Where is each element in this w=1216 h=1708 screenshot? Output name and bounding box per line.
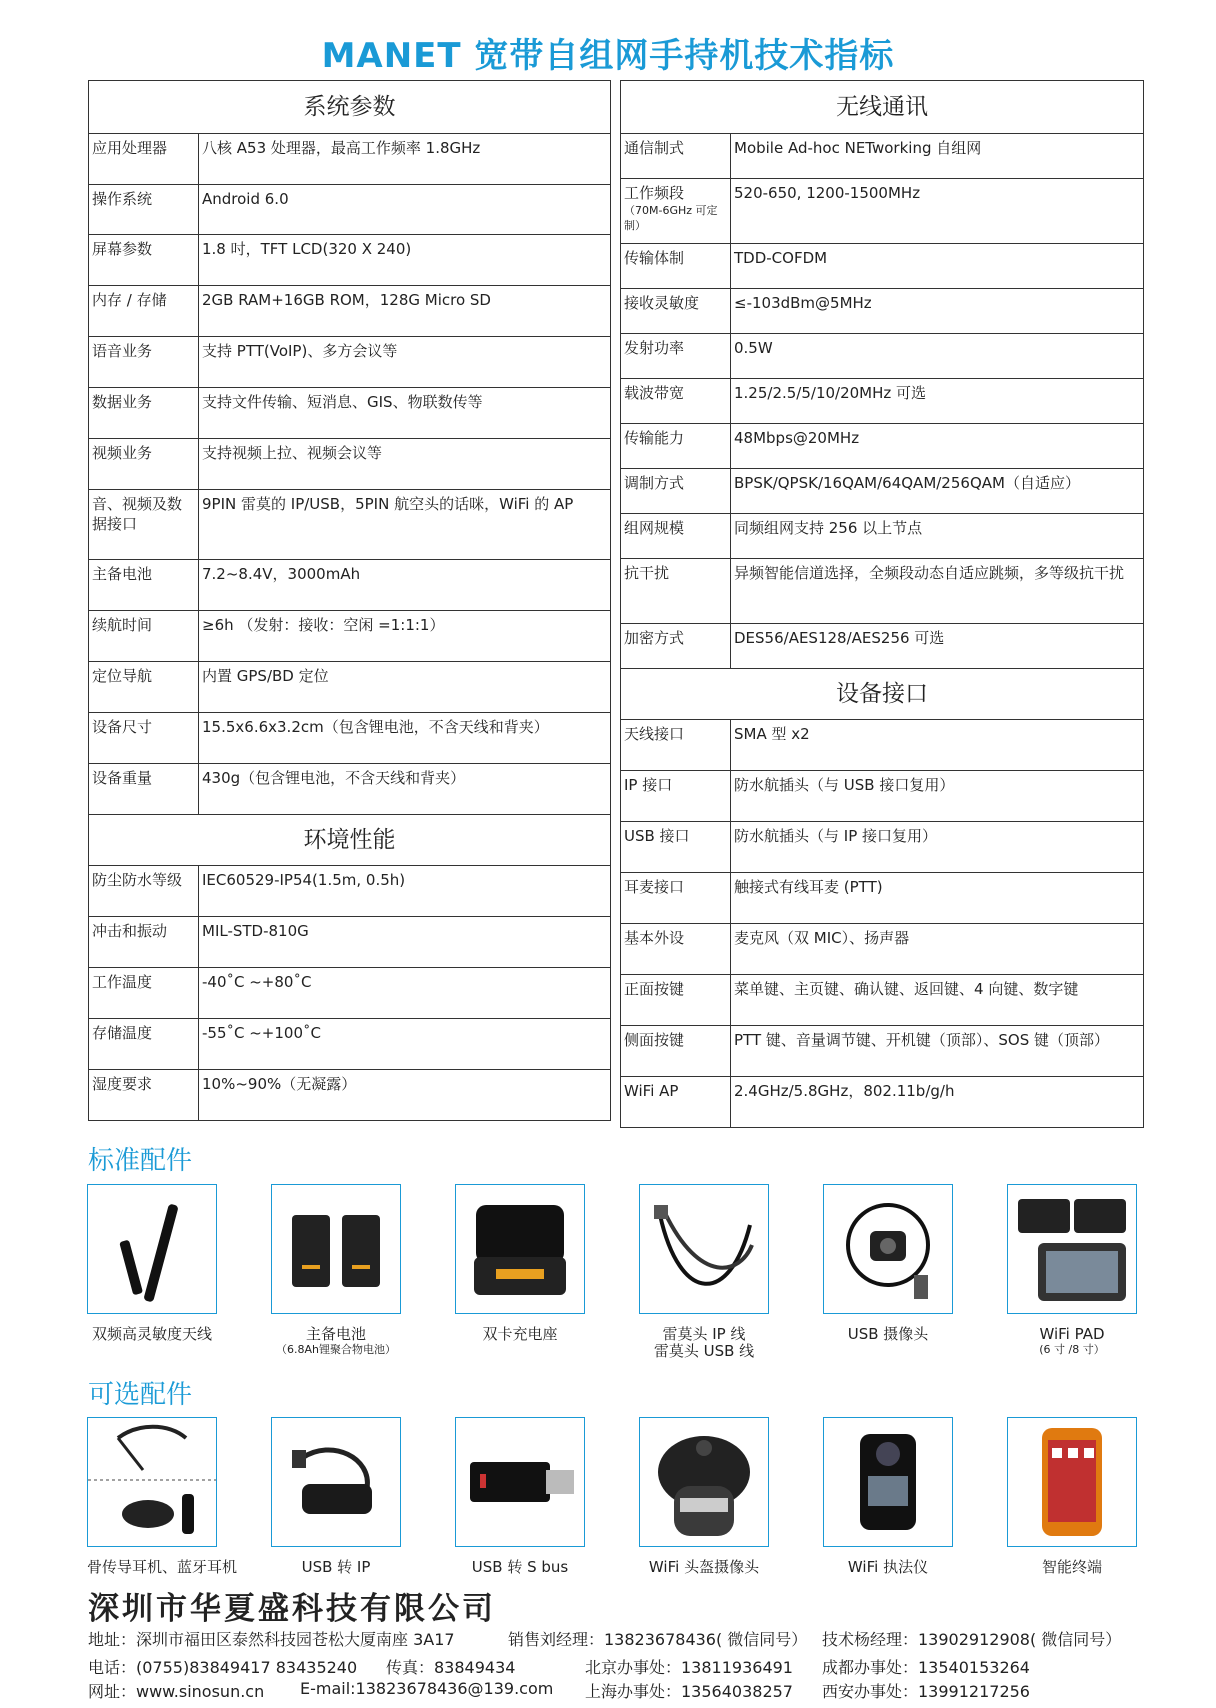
spec-value: IEC60529-IP54(1.5m, 0.5h) [199,866,611,917]
spec-value: 430g（包含锂电池，不含天线和背夹） [199,764,611,815]
spec-value: 10%~90%（无凝露） [199,1070,611,1121]
spec-label: 主备电池 [89,560,199,611]
spec-row [89,134,611,185]
spec-row [89,560,611,611]
spec-value: ≤-103dBm@5MHz [731,289,1144,334]
spec-value: 异频智能信道选择，全频段动态自适应跳频，多等级抗干扰 [731,559,1144,624]
spec-value: PTT 键、音量调节键、开机键（顶部）、SOS 键（顶部） [731,1026,1144,1077]
spec-value: ≥6h （发射：接收：空闲 =1:1:1） [199,611,611,662]
footer-email[interactable]: E-mail:13823678436@139.com [300,1679,554,1698]
spec-value: 菜单键、主页键、确认键、返回键、4 向键、数字键 [731,975,1144,1026]
accessory-item [639,1184,769,1360]
accessory-caption: 雷莫头 IP 线 [662,1325,746,1343]
accessory-caption-note: （6.8Ah锂聚合物电池） [276,1343,396,1356]
spec-label: 应用处理器 [89,134,199,185]
spec-value: Mobile Ad-hoc NETworking 自组网 [731,134,1144,179]
accessory-caption: USB 转 S bus [471,1558,569,1576]
environment-header: 环境性能 [89,815,611,866]
spec-row [89,713,611,764]
footer-sales: 销售刘经理：13823678436( 微信同号） [508,1630,808,1649]
spec-label: WiFi AP [621,1077,731,1128]
spec-label: 侧面按键 [621,1026,731,1077]
wireless-header: 无线通讯 [621,81,1144,134]
spec-label: 设备尺寸 [89,713,199,764]
spec-label: 操作系统 [89,185,199,235]
accessory-caption: 双卡充电座 [482,1325,558,1343]
spec-row [621,559,1144,624]
spec-value: 9PIN 雷莫的 IP/USB，5PIN 航空头的话咪，WiFi 的 AP [199,490,611,560]
spec-value: 1.8 吋，TFT LCD(320 X 240) [199,235,611,286]
spec-row [621,289,1144,334]
antenna-icon [87,1184,217,1314]
spec-value: 八核 A53 处理器，最高工作频率 1.8GHz [199,134,611,185]
spec-row [621,514,1144,559]
system-params-header: 系统参数 [89,81,611,134]
charger-icon [455,1184,585,1314]
spec-label: 通信制式 [621,134,731,179]
spec-label: 续航时间 [89,611,199,662]
accessory-caption: 骨传导耳机、蓝牙耳机 [87,1558,238,1576]
spec-row [89,235,611,286]
spec-row [89,439,611,490]
spec-value: 1.25/2.5/5/10/20MHz 可选 [731,379,1144,424]
accessory-item [271,1184,401,1356]
spec-row [89,185,611,235]
spec-label: 湿度要求 [89,1070,199,1121]
spec-value: -40˚C ~+80˚C [199,968,611,1019]
spec-label: 正面按键 [621,975,731,1026]
spec-value: 内置 GPS/BD 定位 [199,662,611,713]
spec-row [89,490,611,560]
accessory-item [87,1417,238,1576]
spec-value: 支持视频上拉、视频会议等 [199,439,611,490]
spec-label: 天线接口 [621,720,731,771]
standard-accessories-title: 标准配件 [88,1146,193,1176]
wireless-spec-table [620,80,1144,1128]
spec-label: 基本外设 [621,924,731,975]
spec-row [621,1026,1144,1077]
spec-label: USB 接口 [621,822,731,873]
spec-row [89,1019,611,1070]
accessory-caption: WiFi 执法仪 [847,1558,929,1576]
accessory-caption-note: (6 寸 /8 寸） [1039,1343,1105,1356]
spec-label: 耳麦接口 [621,873,731,924]
spec-value: 同频组网支持 256 以上节点 [731,514,1144,559]
spec-value: 520-650, 1200-1500MHz [731,179,1144,244]
spec-row [621,244,1144,289]
footer-xian: 西安办事处：13991217256 [822,1682,1030,1701]
spec-row [89,662,611,713]
spec-value: 麦克风（双 MIC）、扬声器 [731,924,1144,975]
headset-icon [87,1417,217,1547]
spec-row [621,822,1144,873]
accessory-caption: 智能终端 [1041,1558,1102,1576]
spec-row [89,968,611,1019]
spec-row [621,873,1144,924]
spec-label-note: （70M-6GHz 可定制） [624,204,718,232]
spec-value: 支持文件传输、短消息、GIS、物联数传等 [199,388,611,439]
spec-label: IP 接口 [621,771,731,822]
spec-value: SMA 型 x2 [731,720,1144,771]
spec-label: 工作频段 （70M-6GHz 可定制） [621,179,731,244]
spec-row [621,179,1144,244]
spec-row [621,975,1144,1026]
footer-phone: 电话：(0755)83849417 83435240 [88,1658,358,1677]
sbus-adapter-icon [455,1417,585,1547]
spec-value: 0.5W [731,334,1144,379]
accessory-item [455,1417,585,1576]
accessory-caption: 主备电池 [305,1325,366,1343]
spec-label: 屏幕参数 [89,235,199,286]
helmet-camera-icon [639,1417,769,1547]
interfaces-header: 设备接口 [621,669,1144,720]
spec-row [621,1077,1144,1128]
body-camera-icon [823,1417,953,1547]
accessory-item [87,1184,217,1343]
accessory-caption-note: 雷莫头 USB 线 [653,1342,755,1360]
accessory-caption: USB 摄像头 [847,1325,929,1343]
spec-value: BPSK/QPSK/16QAM/64QAM/256QAM（自适应） [731,469,1144,514]
spec-value: 2.4GHz/5.8GHz，802.11b/g/h [731,1077,1144,1128]
spec-value: TDD-COFDM [731,244,1144,289]
footer-tech: 技术杨经理：13902912908( 微信同号） [822,1630,1122,1649]
spec-row [89,917,611,968]
spec-row [89,337,611,388]
accessory-item [823,1184,953,1343]
spec-row [621,134,1144,179]
spec-label: 冲击和振动 [89,917,199,968]
footer-shanghai: 上海办事处：13564038257 [585,1682,793,1701]
spec-value: 防水航插头（与 IP 接口复用） [731,822,1144,873]
spec-row [621,624,1144,669]
spec-label: 设备重量 [89,764,199,815]
spec-row [621,334,1144,379]
spec-value: 15.5x6.6x3.2cm（包含锂电池，不含天线和背夹） [199,713,611,764]
accessory-item [823,1417,953,1576]
spec-row [621,379,1144,424]
cable-icon [639,1184,769,1314]
spec-label: 发射功率 [621,334,731,379]
footer-web[interactable]: 网址：www.sinosun.cn [88,1682,265,1701]
spec-label: 传输体制 [621,244,731,289]
spec-label: 视频业务 [89,439,199,490]
spec-row [621,771,1144,822]
usb-adapter-icon [271,1417,401,1547]
usb-camera-icon [823,1184,953,1314]
spec-label: 传输能力 [621,424,731,469]
spec-label: 数据业务 [89,388,199,439]
smartphone-icon [1007,1417,1137,1547]
accessory-caption: USB 转 IP [301,1558,371,1576]
spec-row [89,1070,611,1121]
spec-label: 防尘防水等级 [89,866,199,917]
spec-row [89,388,611,439]
spec-label: 组网规模 [621,514,731,559]
spec-value: Android 6.0 [199,185,611,235]
system-spec-table [88,80,611,1121]
accessory-item [639,1417,769,1576]
spec-label: 载波带宽 [621,379,731,424]
accessory-caption: WiFi 头盔摄像头 [648,1558,760,1576]
spec-row [621,720,1144,771]
accessory-caption: WiFi PAD [1039,1325,1105,1343]
footer-fax: 传真：83849434 [386,1658,516,1677]
spec-value: 2GB RAM+16GB ROM，128G Micro SD [199,286,611,337]
spec-row [621,924,1144,975]
spec-label: 加密方式 [621,624,731,669]
spec-label: 抗干扰 [621,559,731,624]
accessory-item [271,1417,401,1576]
spec-value: -55˚C ~+100˚C [199,1019,611,1070]
spec-label: 接收灵敏度 [621,289,731,334]
footer-address: 地址：深圳市福田区泰然科技园苍松大厦南座 3A17 [88,1630,455,1649]
tablet-icon [1007,1184,1137,1314]
optional-accessories-title: 可选配件 [88,1380,193,1410]
spec-row [89,286,611,337]
spec-label: 内存 / 存储 [89,286,199,337]
battery-icon [271,1184,401,1314]
spec-row [89,764,611,815]
accessory-caption: 双频高灵敏度天线 [91,1325,212,1343]
spec-label: 存储温度 [89,1019,199,1070]
spec-label: 定位导航 [89,662,199,713]
spec-label: 调制方式 [621,469,731,514]
spec-value: 触接式有线耳麦 (PTT) [731,873,1144,924]
spec-value: 防水航插头（与 USB 接口复用） [731,771,1144,822]
spec-row [621,469,1144,514]
accessory-item [1007,1184,1137,1356]
footer-beijing: 北京办事处：13811936491 [585,1658,793,1677]
spec-label: 工作温度 [89,968,199,1019]
spec-label: 语音业务 [89,337,199,388]
spec-value: DES56/AES128/AES256 可选 [731,624,1144,669]
spec-label: 音、视频及数据接口 [89,490,199,560]
spec-row [89,866,611,917]
spec-row [89,611,611,662]
spec-value: 7.2~8.4V，3000mAh [199,560,611,611]
page-title: MANET 宽带自组网手持机技术指标 [321,36,895,76]
spec-value: 48Mbps@20MHz [731,424,1144,469]
spec-value: MIL-STD-810G [199,917,611,968]
company-name: 深圳市华夏盛科技有限公司 [88,1591,496,1627]
accessory-item [1007,1417,1137,1576]
spec-row [621,424,1144,469]
footer-chengdu: 成都办事处：13540153264 [822,1658,1030,1677]
accessory-item [455,1184,585,1343]
spec-value: 支持 PTT(VoIP)、多方会议等 [199,337,611,388]
